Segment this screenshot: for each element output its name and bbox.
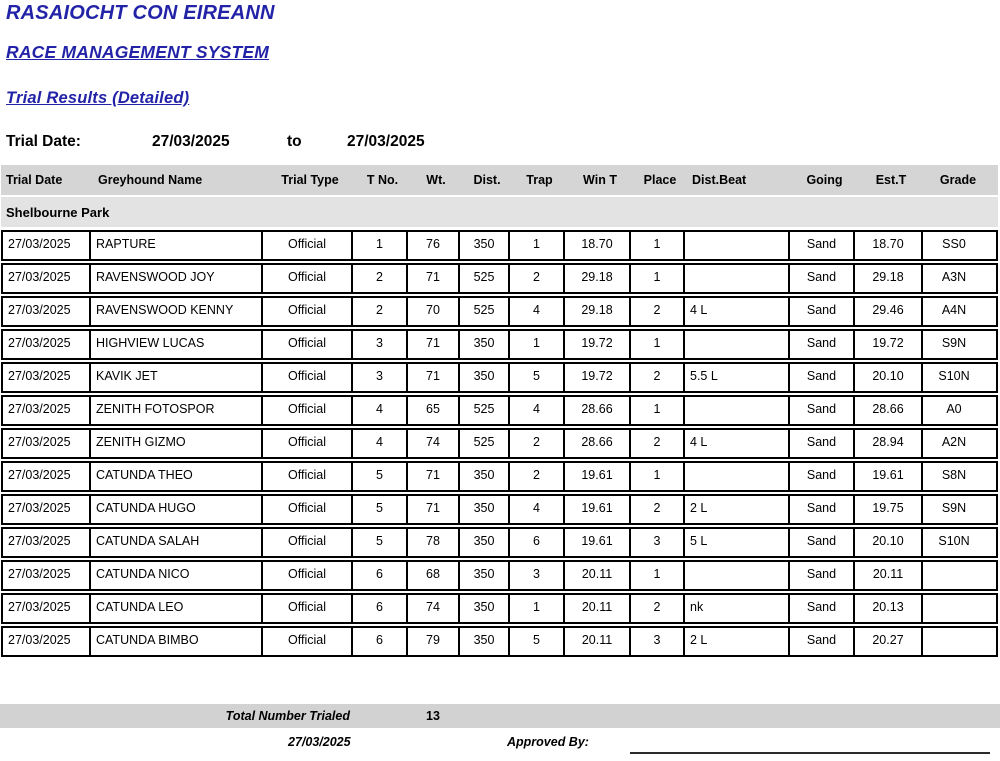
cell-trial-date: 27/03/2025	[3, 298, 91, 325]
cell-t-no: 5	[353, 496, 408, 523]
cell-place: 3	[631, 628, 685, 655]
cell-going: Sand	[790, 529, 855, 556]
cell-t-no: 2	[353, 298, 408, 325]
cell-trap: 1	[510, 331, 565, 358]
cell-trial-type: Official	[263, 397, 353, 424]
cell-dist-beat: 4 L	[685, 430, 790, 457]
cell-trial-type: Official	[263, 265, 353, 292]
cell-est-t: 19.61	[855, 463, 923, 490]
cell-win-t: 29.18	[565, 265, 631, 292]
column-header-est-t: Est.T	[875, 173, 907, 187]
cell-dist-beat: 2 L	[685, 628, 790, 655]
cell-going: Sand	[790, 298, 855, 325]
table-header-row	[1, 165, 998, 195]
cell-greyhound-name: CATUNDA THEO	[91, 463, 263, 490]
column-header-trap: Trap	[526, 173, 553, 187]
table-row	[1, 527, 998, 558]
cell-dist: 525	[460, 265, 510, 292]
cell-dist: 350	[460, 529, 510, 556]
cell-grade: S9N	[941, 501, 967, 515]
cell-dist-beat: 5.5 L	[685, 364, 790, 391]
cell-dist: 350	[460, 595, 510, 622]
table-row	[1, 494, 998, 525]
table-row	[1, 626, 998, 657]
cell-trial-date: 27/03/2025	[3, 496, 91, 523]
cell-wt: 71	[408, 496, 460, 523]
cell-dist-beat: 2 L	[685, 496, 790, 523]
cell-place: 1	[631, 232, 685, 259]
cell-trial-type: Official	[263, 364, 353, 391]
cell-wt: 65	[408, 397, 460, 424]
cell-grade	[923, 628, 985, 655]
table-row	[1, 461, 998, 492]
cell-place: 1	[631, 265, 685, 292]
cell-grade: S8N	[941, 468, 967, 482]
cell-dist-beat: 4 L	[685, 298, 790, 325]
column-header-wt: Wt.	[426, 173, 446, 187]
trial-date-label: Trial Date:	[6, 133, 81, 150]
table-row	[1, 362, 998, 393]
cell-dist-beat	[685, 397, 790, 424]
cell-dist: 350	[460, 331, 510, 358]
cell-trial-type: Official	[263, 628, 353, 655]
cell-going: Sand	[790, 562, 855, 589]
signature-line	[630, 752, 990, 754]
cell-est-t: 19.75	[855, 496, 923, 523]
cell-win-t: 19.72	[565, 331, 631, 358]
cell-going: Sand	[790, 595, 855, 622]
cell-dist-beat: nk	[685, 595, 790, 622]
cell-t-no: 5	[353, 529, 408, 556]
cell-greyhound-name: RAVENSWOOD JOY	[91, 265, 263, 292]
cell-grade: A0	[946, 402, 962, 416]
cell-place: 1	[631, 397, 685, 424]
total-trialed-value: 13	[426, 709, 440, 723]
cell-place: 1	[631, 562, 685, 589]
table-row	[1, 296, 998, 327]
trial-date-to-label: to	[287, 133, 302, 150]
table-row	[1, 560, 998, 591]
cell-dist-beat	[685, 562, 790, 589]
approval-row	[0, 733, 1000, 759]
cell-t-no: 3	[353, 331, 408, 358]
report-header	[6, 2, 275, 108]
cell-trap: 5	[510, 364, 565, 391]
cell-est-t: 20.11	[855, 562, 923, 589]
table-row	[1, 230, 998, 261]
cell-trial-type: Official	[263, 562, 353, 589]
cell-grade: A3N	[941, 270, 967, 284]
cell-greyhound-name: CATUNDA BIMBO	[91, 628, 263, 655]
cell-win-t: 28.66	[565, 397, 631, 424]
cell-wt: 68	[408, 562, 460, 589]
cell-grade	[923, 595, 985, 622]
cell-place: 1	[631, 331, 685, 358]
cell-trial-type: Official	[263, 232, 353, 259]
cell-greyhound-name: CATUNDA LEO	[91, 595, 263, 622]
results-table	[1, 165, 998, 659]
cell-trial-date: 27/03/2025	[3, 529, 91, 556]
cell-greyhound-name: ZENITH FOTOSPOR	[91, 397, 263, 424]
cell-trial-date: 27/03/2025	[3, 331, 91, 358]
cell-place: 2	[631, 430, 685, 457]
cell-t-no: 4	[353, 397, 408, 424]
cell-wt: 71	[408, 265, 460, 292]
cell-trap: 4	[510, 397, 565, 424]
cell-greyhound-name: CATUNDA NICO	[91, 562, 263, 589]
cell-place: 2	[631, 595, 685, 622]
cell-trial-type: Official	[263, 595, 353, 622]
cell-est-t: 29.46	[855, 298, 923, 325]
cell-wt: 70	[408, 298, 460, 325]
table-row	[1, 263, 998, 294]
cell-trial-date: 27/03/2025	[3, 232, 91, 259]
cell-place: 2	[631, 364, 685, 391]
cell-est-t: 20.13	[855, 595, 923, 622]
column-header-win-t: Win T	[583, 173, 617, 187]
cell-grade: A2N	[941, 435, 967, 449]
cell-place: 2	[631, 496, 685, 523]
cell-dist: 350	[460, 232, 510, 259]
cell-win-t: 28.66	[565, 430, 631, 457]
cell-greyhound-name: HIGHVIEW LUCAS	[91, 331, 263, 358]
cell-greyhound-name: KAVIK JET	[91, 364, 263, 391]
cell-trap: 4	[510, 496, 565, 523]
cell-place: 1	[631, 463, 685, 490]
cell-dist: 525	[460, 298, 510, 325]
cell-est-t: 28.66	[855, 397, 923, 424]
column-header-t-no: T No.	[366, 173, 399, 187]
cell-going: Sand	[790, 331, 855, 358]
cell-t-no: 4	[353, 430, 408, 457]
column-header-dist-beat: Dist.Beat	[692, 173, 747, 187]
footer-date: 27/03/2025	[288, 735, 351, 749]
cell-dist-beat: 5 L	[685, 529, 790, 556]
cell-t-no: 3	[353, 364, 408, 391]
cell-t-no: 2	[353, 265, 408, 292]
cell-win-t: 19.61	[565, 463, 631, 490]
cell-trial-date: 27/03/2025	[3, 265, 91, 292]
cell-win-t: 19.61	[565, 529, 631, 556]
cell-trap: 2	[510, 430, 565, 457]
cell-dist-beat	[685, 331, 790, 358]
cell-grade: S10N	[938, 369, 970, 383]
cell-greyhound-name: CATUNDA HUGO	[91, 496, 263, 523]
cell-trap: 5	[510, 628, 565, 655]
cell-dist-beat	[685, 232, 790, 259]
cell-trial-date: 27/03/2025	[3, 628, 91, 655]
column-header-going: Going	[806, 173, 843, 187]
cell-dist: 350	[460, 463, 510, 490]
cell-est-t: 20.10	[855, 364, 923, 391]
cell-wt: 76	[408, 232, 460, 259]
cell-dist: 350	[460, 628, 510, 655]
cell-going: Sand	[790, 430, 855, 457]
cell-trial-date: 27/03/2025	[3, 463, 91, 490]
cell-est-t: 20.10	[855, 529, 923, 556]
total-bar	[0, 704, 1000, 728]
cell-trap: 3	[510, 562, 565, 589]
cell-trial-type: Official	[263, 463, 353, 490]
cell-t-no: 5	[353, 463, 408, 490]
cell-grade	[923, 562, 985, 589]
cell-dist: 525	[460, 430, 510, 457]
cell-wt: 71	[408, 364, 460, 391]
cell-trial-type: Official	[263, 331, 353, 358]
system-title: RACE MANAGEMENT SYSTEM	[6, 42, 270, 62]
column-header-place: Place	[643, 173, 677, 187]
table-body	[1, 230, 998, 657]
report-title: Trial Results (Detailed)	[6, 89, 190, 107]
cell-trial-date: 27/03/2025	[3, 430, 91, 457]
cell-trial-date: 27/03/2025	[3, 562, 91, 589]
cell-grade: A4N	[941, 303, 967, 317]
cell-trap: 1	[510, 595, 565, 622]
cell-dist: 525	[460, 397, 510, 424]
cell-win-t: 19.72	[565, 364, 631, 391]
table-row	[1, 329, 998, 360]
cell-win-t: 20.11	[565, 628, 631, 655]
cell-wt: 74	[408, 595, 460, 622]
table-row	[1, 428, 998, 459]
cell-dist: 350	[460, 562, 510, 589]
cell-trial-type: Official	[263, 298, 353, 325]
cell-trial-type: Official	[263, 430, 353, 457]
cell-t-no: 6	[353, 595, 408, 622]
column-header-dist: Dist.	[473, 173, 501, 187]
total-trialed-label: Total Number Trialed	[225, 709, 350, 723]
cell-win-t: 20.11	[565, 595, 631, 622]
column-header-trial-type: Trial Type	[281, 173, 339, 187]
column-header-trial-date: Trial Date	[6, 173, 63, 187]
cell-est-t: 20.27	[855, 628, 923, 655]
org-title: RASAIOCHT CON EIREANN	[6, 2, 275, 24]
cell-trap: 2	[510, 265, 565, 292]
cell-t-no: 1	[353, 232, 408, 259]
track-group-row	[1, 197, 998, 227]
approved-by-label: Approved By:	[507, 735, 589, 749]
cell-wt: 71	[408, 463, 460, 490]
column-header-greyhound-name: Greyhound Name	[98, 173, 203, 187]
cell-dist: 350	[460, 364, 510, 391]
cell-going: Sand	[790, 496, 855, 523]
cell-place: 2	[631, 298, 685, 325]
cell-trial-type: Official	[263, 529, 353, 556]
table-row	[1, 395, 998, 426]
cell-t-no: 6	[353, 562, 408, 589]
cell-grade: S10N	[938, 534, 970, 548]
cell-est-t: 19.72	[855, 331, 923, 358]
trial-date-from: 27/03/2025	[152, 133, 230, 150]
cell-trap: 2	[510, 463, 565, 490]
cell-wt: 71	[408, 331, 460, 358]
cell-going: Sand	[790, 628, 855, 655]
cell-greyhound-name: ZENITH GIZMO	[91, 430, 263, 457]
cell-win-t: 19.61	[565, 496, 631, 523]
cell-going: Sand	[790, 232, 855, 259]
cell-win-t: 18.70	[565, 232, 631, 259]
trial-date-range	[6, 133, 425, 151]
cell-dist-beat	[685, 265, 790, 292]
cell-trap: 6	[510, 529, 565, 556]
cell-t-no: 6	[353, 628, 408, 655]
cell-dist: 350	[460, 496, 510, 523]
cell-win-t: 20.11	[565, 562, 631, 589]
cell-trial-type: Official	[263, 496, 353, 523]
column-header-grade: Grade	[939, 173, 977, 187]
cell-place: 3	[631, 529, 685, 556]
cell-greyhound-name: RAPTURE	[91, 232, 263, 259]
cell-est-t: 18.70	[855, 232, 923, 259]
cell-going: Sand	[790, 364, 855, 391]
cell-wt: 79	[408, 628, 460, 655]
cell-greyhound-name: RAVENSWOOD KENNY	[91, 298, 263, 325]
cell-going: Sand	[790, 397, 855, 424]
cell-greyhound-name: CATUNDA SALAH	[91, 529, 263, 556]
cell-trial-date: 27/03/2025	[3, 364, 91, 391]
cell-wt: 74	[408, 430, 460, 457]
cell-trial-date: 27/03/2025	[3, 397, 91, 424]
trial-date-to: 27/03/2025	[347, 133, 425, 150]
cell-dist-beat	[685, 463, 790, 490]
cell-grade: SS0	[942, 237, 966, 251]
cell-est-t: 29.18	[855, 265, 923, 292]
cell-win-t: 29.18	[565, 298, 631, 325]
cell-trap: 1	[510, 232, 565, 259]
cell-est-t: 28.94	[855, 430, 923, 457]
cell-wt: 78	[408, 529, 460, 556]
track-group-label: Shelbourne Park	[6, 204, 110, 220]
cell-trap: 4	[510, 298, 565, 325]
table-row	[1, 593, 998, 624]
cell-going: Sand	[790, 265, 855, 292]
cell-trial-date: 27/03/2025	[3, 595, 91, 622]
cell-going: Sand	[790, 463, 855, 490]
cell-grade: S9N	[941, 336, 967, 350]
